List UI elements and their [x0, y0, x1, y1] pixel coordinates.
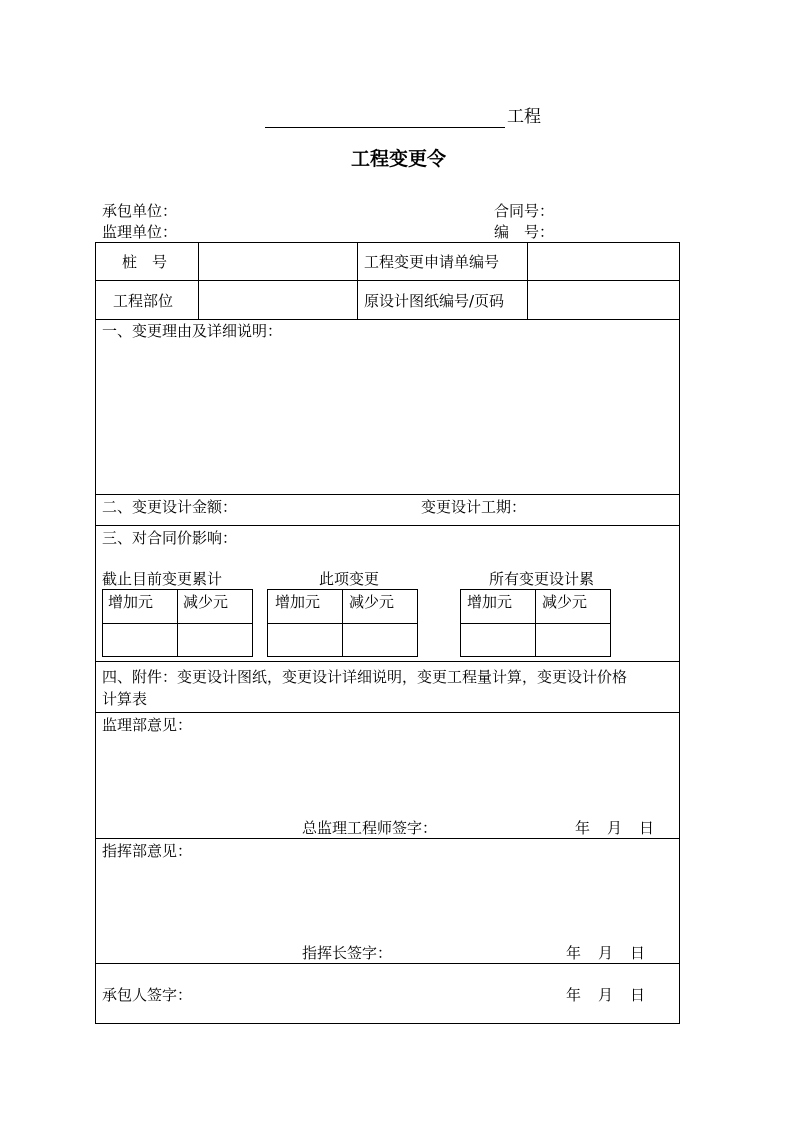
decrease-label: 减少元 [183, 593, 229, 611]
date-month: 月 [598, 944, 614, 962]
contractor-sign-label: 承包人签字： [102, 986, 193, 1004]
station-label: 桩 号 [122, 253, 168, 271]
contract-no-label: 合同号： [494, 202, 555, 220]
section1-label: 一、变更理由及详细说明： [102, 322, 283, 340]
date-year: 年 [566, 986, 582, 1004]
date-year: 年 [575, 819, 591, 837]
section2-period-label: 变更设计工期： [421, 498, 527, 516]
page-title: 工程变更令 [351, 148, 447, 170]
impact-group-title: 截止目前变更累计 [102, 570, 223, 588]
date-month: 月 [598, 986, 614, 1004]
row-divider [95, 963, 680, 964]
section4-line1: 四、附件：变更设计图纸，变更设计详细说明，变更工程量计算，变更设计价格 [102, 668, 628, 686]
row-divider [95, 838, 680, 839]
increase-label: 增加元 [467, 593, 513, 611]
section4-line2: 计算表 [102, 690, 148, 708]
chief-supervisor-sign-label: 总监理工程师签字： [302, 819, 438, 837]
row-divider [95, 661, 680, 662]
impact-group-title: 所有变更设计累 [489, 570, 595, 588]
supervision-opinion-label: 监理部意见： [102, 716, 193, 734]
date-day: 日 [630, 944, 646, 962]
project-suffix: 工程 [507, 107, 541, 127]
date-day: 日 [630, 986, 646, 1004]
impact-box-divider [535, 589, 536, 657]
row-divider [95, 319, 680, 320]
project-name-underline [265, 127, 505, 128]
contractor-label: 承包单位： [102, 202, 178, 220]
impact-group-title: 此项变更 [319, 570, 380, 588]
col-divider [527, 242, 528, 319]
increase-label: 增加元 [108, 593, 154, 611]
part-label: 工程部位 [113, 292, 174, 310]
impact-box-divider [342, 589, 343, 657]
change-request-no-label: 工程变更申请单编号 [364, 253, 500, 271]
hq-opinion-label: 指挥部意见： [102, 842, 193, 860]
increase-label: 增加元 [275, 593, 321, 611]
impact-box-divider [177, 589, 178, 657]
section3-label: 三、对合同价影响： [102, 529, 238, 547]
row-divider [95, 280, 680, 281]
date-year: 年 [566, 944, 582, 962]
col-divider [357, 242, 358, 319]
row-divider [95, 712, 680, 713]
commander-sign-label: 指挥长签字： [302, 944, 393, 962]
date-day: 日 [639, 819, 655, 837]
decrease-label: 减少元 [542, 593, 588, 611]
number-label: 编 号： [494, 223, 555, 241]
row-divider [95, 494, 680, 495]
original-drawing-label: 原设计图纸编号/页码 [364, 292, 505, 310]
row-divider [95, 525, 680, 526]
date-month: 月 [607, 819, 623, 837]
supervisor-label: 监理单位： [102, 223, 178, 241]
col-divider [198, 242, 199, 319]
section2-amount-label: 二、变更设计金额： [102, 498, 238, 516]
decrease-label: 减少元 [349, 593, 395, 611]
